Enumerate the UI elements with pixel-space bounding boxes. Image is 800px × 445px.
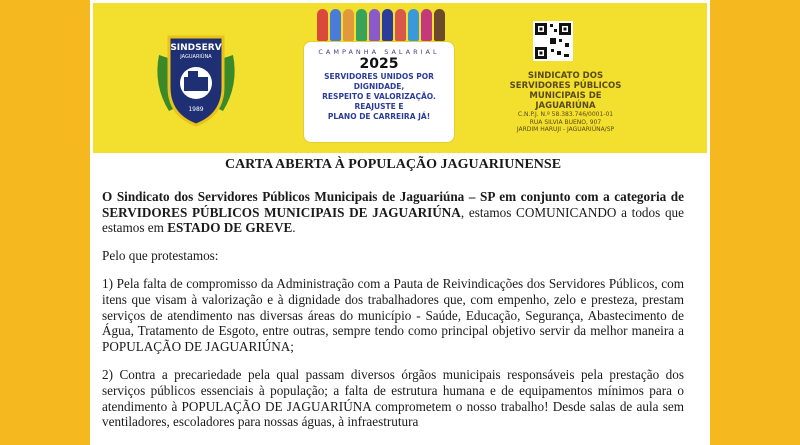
campaign-line-4: PLANO DE CARREIRA JÁ!: [327, 112, 431, 121]
logo-year: 1989: [188, 106, 204, 113]
intro-strike-status: ESTADO DE GREVE: [167, 220, 293, 236]
union-cnpj: C.N.P.J. N.º 58.383.746/0001-01: [517, 111, 614, 118]
campaign-line-3: REAJUSTE E: [354, 102, 404, 111]
union-name-line-3: MUNICIPAIS DE: [529, 91, 602, 101]
protest-item-2: 2) Contra a precariedade pela qual passam diversos órgãos municipais responsáveis pela prestação dos serviços públicos essenciais à população; a falta de estrutura humana e de equipamentos mínimos para o atendimento à POPULAÇÃO DE JAGUARIÚNA comprometem o nosso trabalho! Desde salas de aula sem ventiladores, escoladores para nossas águas, à infraestrutura: [102, 366, 684, 430]
union-district: JARDIM HARUJI - JAGUARIÚNA/SP: [516, 126, 615, 133]
protest-intro: Pelo que protestamos:: [102, 248, 219, 264]
intro-paragraph: [102, 189, 684, 236]
protest-item-1: 1) Pela falta de compromisso da Administração com a Pauta de Reivindicações dos Servidores Públicos, com itens que visam à valorização e à dignidade dos trabalhadores que, com empenho, zelo e presteza, prestam serviços de atendimento nas diversas áreas do município - Saúde, Educação, Segurança, Abastecimento de Água, Tratamento de Esgoto, entre outras, sempre tendo como principal objetivo servir da melhor maneira a POPULAÇÃO DE JAGUARIÚNA;: [102, 275, 684, 355]
header-banner: [93, 3, 707, 153]
campaign-people-illustration: [311, 9, 451, 43]
letter-body: [102, 152, 684, 442]
union-name-line-2: SERVIDORES PÚBLICOS: [509, 81, 622, 91]
logo-city: JAGUARIÚNA: [180, 54, 212, 60]
union-name-line-1: SINDICATO DOS: [527, 71, 604, 81]
campaign-year: 2025: [359, 56, 399, 72]
logo-name: SINDSERV: [170, 43, 222, 53]
union-name-line-4: JAGUARIÚNA: [535, 101, 596, 111]
campaign-label: CAMPANHA SALARIAL: [318, 48, 440, 56]
letter-title: CARTA ABERTA À POPULAÇÃO JAGUARIUNENSE: [224, 157, 562, 172]
campaign-line-1: SERVIDORES UNIDOS POR DIGNIDADE,: [324, 72, 434, 91]
document-page: [90, 0, 710, 445]
union-info: [473, 71, 658, 134]
intro-part-2: , estamos COMUNICANDO a todos que estamos em: [102, 204, 684, 236]
campaign-box: [303, 41, 455, 143]
intro-bold-part: O Sindicato dos Servidores Públicos Municipais de Jaguariúna – SP em conjunto com a categoria de SERVIDORES PÚBLICOS MUNICIPAIS DE JAGUARIÚNA: [102, 188, 684, 220]
intro-part-4: .: [292, 220, 296, 236]
union-address: RUA SILVIA BUENO, 907: [529, 118, 602, 126]
qr-code-icon: [533, 21, 573, 61]
campaign-line-2: RESPEITO E VALORIZAÇÃO.: [322, 92, 436, 101]
sindserv-logo: [151, 25, 241, 129]
